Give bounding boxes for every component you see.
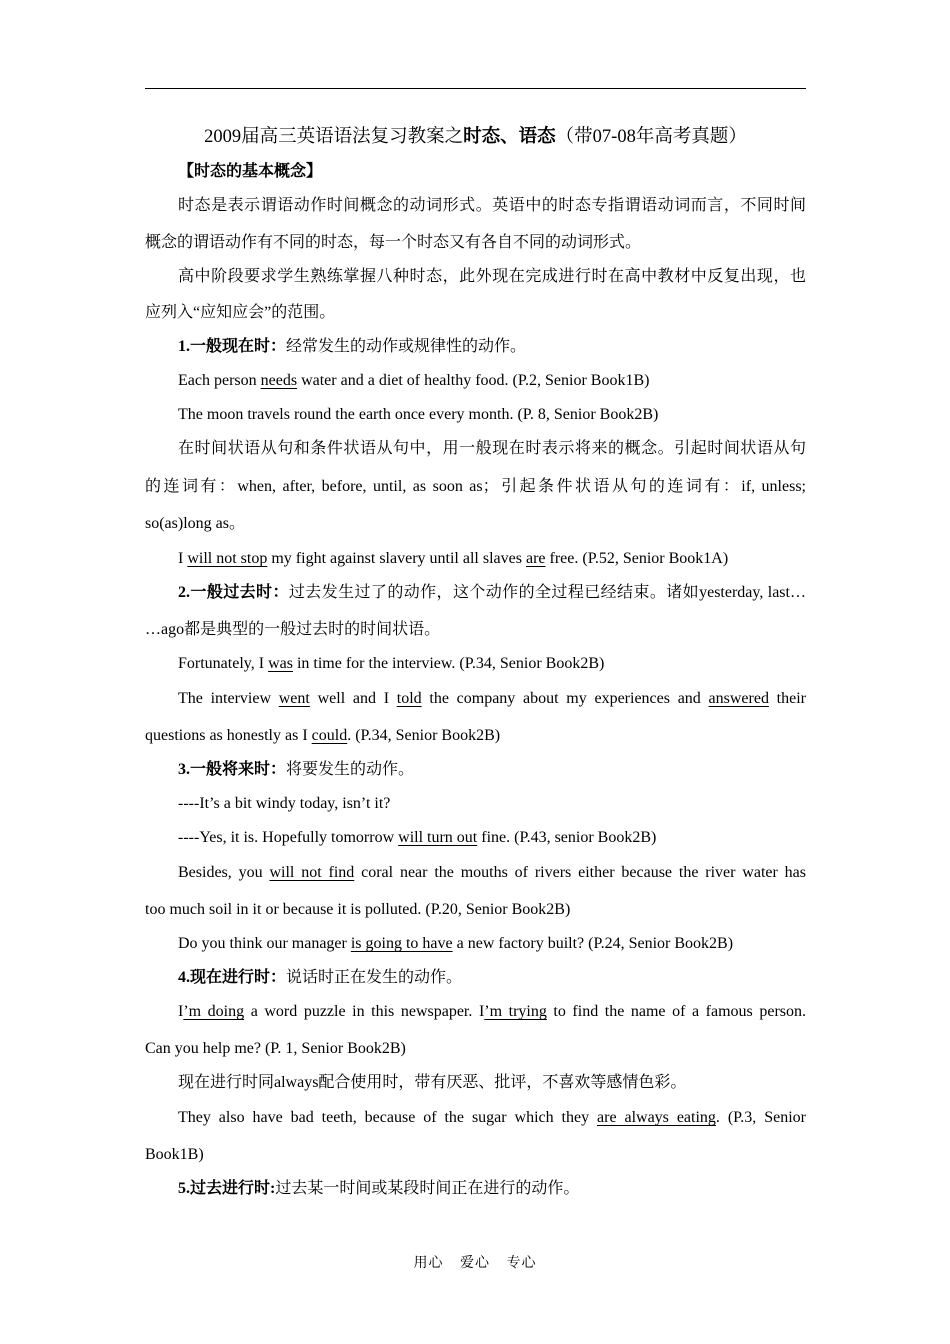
- example-sentence: The moon travels round the earth once every month. (P. 8, Senior Book2B): [178, 406, 659, 423]
- section-heading: 【时态的基本概念】: [178, 163, 323, 180]
- note-line-3: so(as)long as。: [145, 515, 245, 532]
- example-sentence: I will not stop my fight against slavery until all slaves are free. (P.52, Senior Book1A): [178, 550, 729, 567]
- example-sentence: Besides, you will not find coral near the mouths of rivers either because the river water has: [178, 864, 807, 881]
- example-sentence: Each person needs water and a diet of healthy food. (P.2, Senior Book1B): [178, 372, 650, 389]
- example-sentence: The interview went well and I told the company about my experiences and answered their: [178, 690, 806, 707]
- header-rule: [145, 88, 806, 89]
- tense-1-heading: 1.一般现在时：经常发生的动作或规律性的动作。: [178, 338, 527, 355]
- example-sentence: I’m doing a word puzzle in this newspaper. I’m trying to find the name of a famous person.: [178, 1003, 807, 1020]
- page-footer: 用心 爱心 专心: [413, 1256, 537, 1271]
- example-sentence-continued: questions as honestly as I could. (P.34, Senior Book2B): [145, 727, 501, 744]
- tense-2-desc-line-2: …ago都是典型的一般过去时的时间状语。: [145, 621, 441, 638]
- tense-5-heading: 5.过去进行时:过去某一时间或某段时间正在进行的动作。: [178, 1180, 580, 1197]
- example-sentence-continued: Can you help me? (P. 1, Senior Book2B): [145, 1040, 406, 1057]
- example-sentence: They also have bad teeth, because of the sugar which they are always eating. (P.3, Senior: [178, 1109, 806, 1126]
- intro-paragraph-1-line-1: 时态是表示谓语动作时间概念的动词形式。英语中的时态专指谓语动词而言，不同时间: [178, 197, 806, 214]
- document-title: 2009届高三英语语法复习教案之时态、语态（带07-08年高考真题）: [204, 127, 747, 147]
- tense-2-heading: 2.一般过去时：过去发生过了的动作，这个动作的全过程已经结束。诸如yesterday, last…: [178, 584, 806, 601]
- tense-4-heading: 4.现在进行时：说话时正在发生的动作。: [178, 969, 463, 986]
- example-sentence-continued: too much soil in it or because it is polluted. (P.20, Senior Book2B): [145, 901, 571, 918]
- note-line-2: 的连词有：when, after, before, until, as soon as；引起条件状语从句的连词有：if, unless;: [145, 478, 806, 495]
- example-sentence: Fortunately, I was in time for the interview. (P.34, Senior Book2B): [178, 655, 605, 672]
- intro-paragraph-2-line-2: 应列入“应知应会”的范围。: [145, 304, 336, 321]
- example-sentence: Do you think our manager is going to have a new factory built? (P.24, Senior Book2B): [178, 935, 734, 952]
- tense-3-heading: 3.一般将来时：将要发生的动作。: [178, 761, 415, 778]
- intro-paragraph-2-line-1: 高中阶段要求学生熟练掌握八种时态，此外现在完成进行时在高中教材中反复出现，也: [178, 268, 806, 285]
- note-line: 现在进行时同always配合使用时，带有厌恶、批评，不喜欢等感情色彩。: [178, 1074, 687, 1091]
- dialogue-line: ----It’s a bit windy today, isn’t it?: [178, 795, 391, 812]
- example-sentence-continued: Book1B): [145, 1146, 204, 1163]
- intro-paragraph-1-line-2: 概念的谓语动作有不同的时态，每一个时态又有各自不同的动词形式。: [145, 234, 642, 251]
- dialogue-line: ----Yes, it is. Hopefully tomorrow will turn out fine. (P.43, senior Book2B): [178, 829, 657, 846]
- note-line-1: 在时间状语从句和条件状语从句中，用一般现在时表示将来的概念。引起时间状语从句: [178, 440, 806, 457]
